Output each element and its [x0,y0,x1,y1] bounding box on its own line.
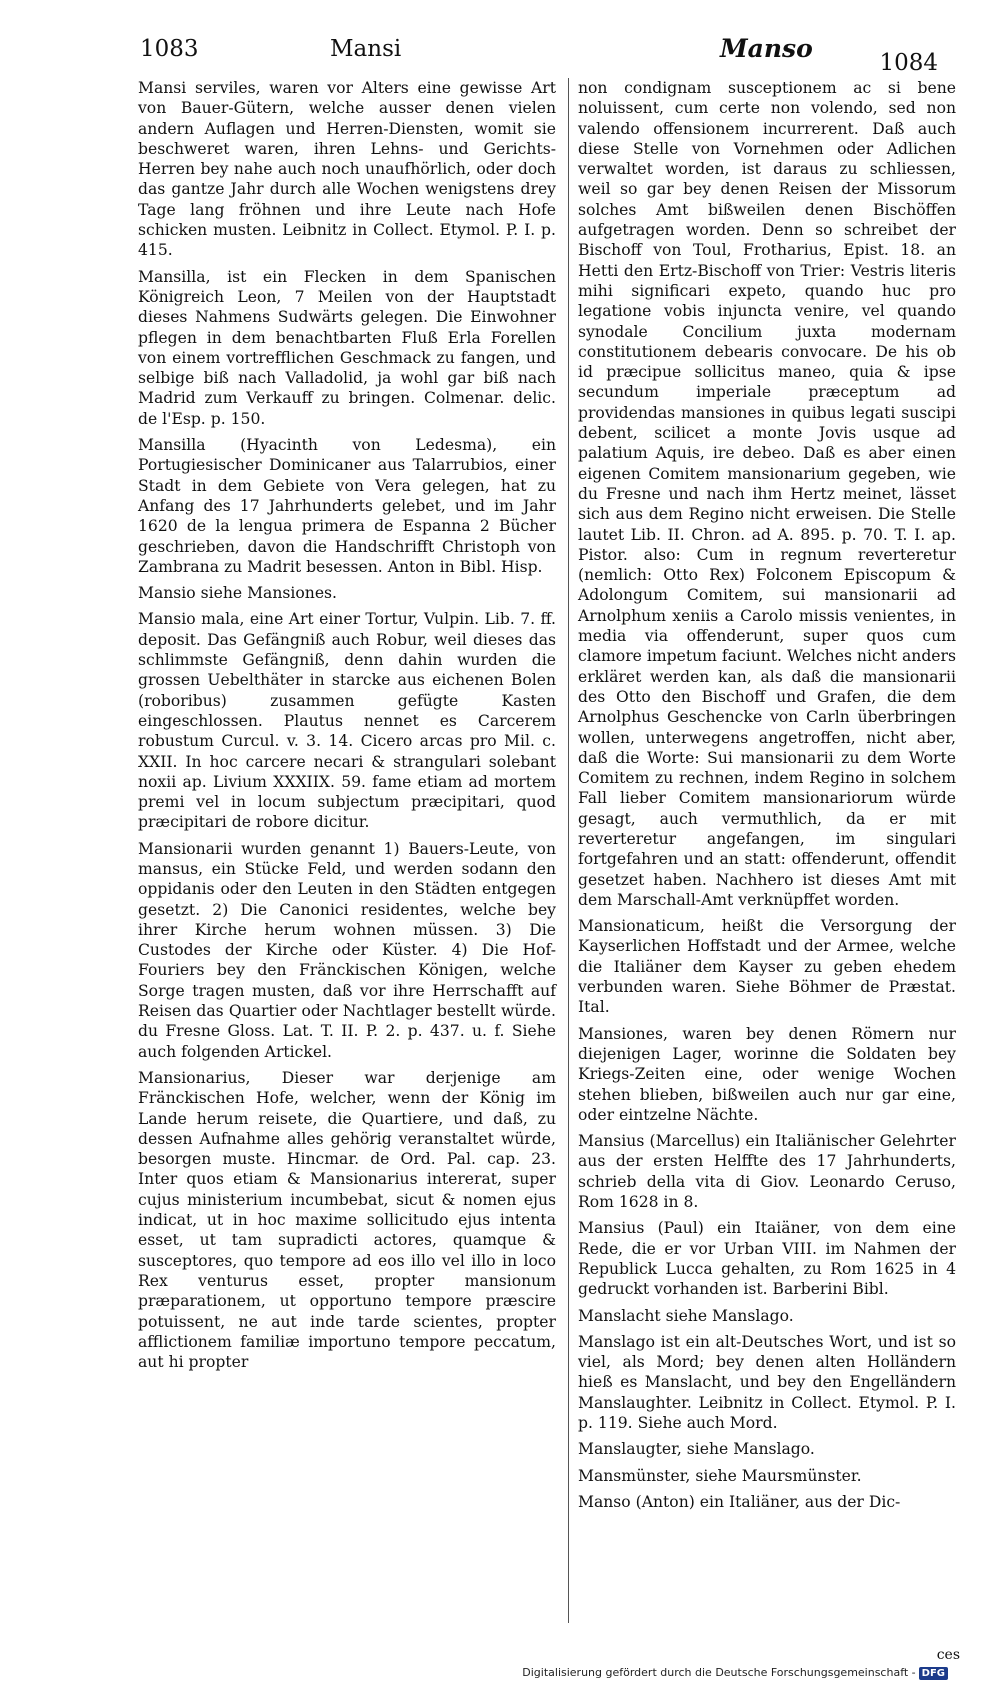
entry-mansiones: Mansiones, waren bey denen Römern nur diejenigen Lager, worinne die Soldaten bey Kriegs-Zeiten eine, oder wenige Wochen stehen blieben, bißweilen auch nur gar eine, oder eintzelne Nächte. [578,1024,956,1124]
entry-manslaugter: Manslaugter, siehe Manslago. [578,1440,815,1459]
entry-mansionarii: Mansionarii wurden genannt 1) Bauers-Leute, von mansus, ein Stücke Feld, und werden sodann den oppidanis oder den Leuten in den Städten entgegen gesetzt. 2) Die Canonici residentes, welche bey ihrer Kirche herum wohnen müssen. 3) Die Custodes der Kirche oder Küster. 4) Die Hof-Fouriers bey den Fränckischen Königen, welche Sorge tragen musten, daß vor ihre Herrschafft auf Reisen das Quartier oder Nachtlager bestellt würde. du Fresne Gloss. Lat. T. II. P. 2. p. 437. u. f. Siehe auch folgenden Artickel. [138,839,556,1061]
entry-mansilla-hyacinth: Mansilla (Hyacinth von Ledesma), ein Portugiesischer Dominicaner aus Talarrubios, einer Stadt in dem Gebiete von Vera gelegen, hat zu Anfang des 17 Jahrhunderts gelebet, und im Jahr 1620 de la lengua primera de Espanna 2 Bücher geschrieben, davon die Handschrifft Christoph von Zambrana zu Madrit besessen. Anton in Bibl. Hisp. [138,436,556,576]
entry-mansionarius: Mansionarius, Dieser war derjenige am Fränckischen Hofe, welcher, wenn der König im Lande herum reisete, die Quartiere, und daß, zu dessen Aufnahme alles gehörig veranstaltet würde, besorgen muste. Hincmar. de Ord. Pal. cap. 23. Inter quos etiam & Mansionarius intererat, super cujus ministerium incumbebat, sicut & nomen ejus indicat, ut in hoc maxime sollicitudo ejus intenta esset, ut tam supradicti actores, quamque & susceptores, quo tempore ad eos illo vel illo in loco Rex venturus esset, propter mansionum præparationem, ut opportuno tempore præscire potuissent, ne aut inde tarde scientes, propter afflictionem familiæ importuno tempore peccatum, aut hi propter [138,1068,556,1372]
entry-mansius-paul: Mansius (Paul) ein Itaiäner, von dem eine Rede, die er vor Urban VIII. im Nahmen der Republick Lucca gehalten, zu Rom 1625 in 4 gedruckt vorhanden ist. Barberini Bibl. [578,1219,956,1299]
left-column [138,78,556,1378]
entry-mansionarius-continued: non condignam susceptionem ac si bene noluissent, cum certe non volendo, sed non valendo offensionem incurrerent. Daß auch diese Stelle von Vornehmen oder Adlichen verwaltet worden, ist daraus zu schliessen, weil so gar bey denen Reisen der Missorum solches Amt bißweilen denen Bischöffen aufgetragen worden. Denn so schreibet der Bischoff von Toul, Frotharius, Epist. 18. an Hetti den Ertz-Bischoff von Trier: Vestris literis mihi significari expeto, quando huc pro legatione vobis injuncta venire, vel quando synodale Concilium juxta modernam constitutionem debearis convocare. De his ob id præcipue sollicitus maneo, quia & ipse secundum imperiale præceptum ad providendas mansiones in quibus legati suscipi debent, scilicet a monte Jovis usque ad palatium Aquis, ire debeo. Daß es aber einen eigenen Comitem mansionarium gegeben, wie du Fresne und nach ihm Hertz meinet, lässet sich aus dem Regino nicht erweisen. Die Stelle lautet Lib. II. Chron. ad A. 895. p. 70. T. I. ap. Pistor. also: Cum in regnum reverteretur (nemlich: Otto Rex) Folconem Episcopum & Adolongum Comitem, sui mansionarii ad Arnolphum xeniis a Carolo missis venientes, in media via offenderunt, super quos cum clamore impetum faciunt. Welches nicht anders erkläret werden kan, als daß die mansionarii des Otto den Bischoff und Grafen, die dem Arnolphus Geschencke von Carln überbringen wollen, unterwegens angetroffen, nicht aber, daß die Worte: Sui mansionarii zu dem Worte Comitem zu rechnen, indem Regino in solchem Fall lieber Comitem mansionariorum würde gesagt, auch vermuthlich, da er mit reverteretur angefangen, im singulari fortgefahren und an statt: offenderunt, offendit gesetzet haben. Nachhero ist dieses Amt mit dem Marschall-Amt verknüpffet worden. [578,79,956,909]
page-number-left: 1083 [140,36,199,62]
page-header [140,34,938,76]
entry-mansmuenster: Mansmünster, siehe Maursmünster. [578,1466,862,1485]
digitization-footer [522,1666,948,1680]
right-column [578,78,956,1518]
entry-manslago: Manslago ist ein alt-Deutsches Wort, und ist so viel, als Mord; bey denen alten Holländern hieß es Manslacht, und bey den Engelländern Manslaughter. Leibnitz in Collect. Etymol. P. I. p. 119. Siehe auch Mord. [578,1332,956,1432]
entry-manslacht: Manslacht siehe Manslago. [578,1306,794,1325]
entry-mansionaticum: Mansionaticum, heißt die Versorgung der Kayserlichen Hoffstadt und der Armee, welche die Italiäner dem Kayser zu geben ehedem verbunden waren. Siehe Böhmer de Præstat. Ital. [578,917,956,1017]
entry-mansi-serviles: Mansi serviles, waren vor Alters eine gewisse Art von Bauer-Gütern, welche ausser denen vielen andern Auflagen und Herren-Diensten, womit sie beschweret waren, ihren Lehns- und Gerichts-Herren bey nahe auch noch unaufhörlich, oder doch das gantze Jahr durch alle Wochen wenigstens drey Tage lang fröhnen und ihre Leute nach Hofe schicken musten. Leibnitz in Collect. Etymol. P. I. p. 415. [138,79,556,260]
running-head-left: Mansi [330,36,402,62]
entry-mansius-marcellus: Mansius (Marcellus) ein Italiänischer Gelehrter aus der ersten Helffte des 17 Jahrhunderts, schrieb della vita di Giov. Leonardo Ceruso, Rom 1628 in 8. [578,1132,956,1212]
entry-mansilla-place: Mansilla, ist ein Flecken in dem Spanischen Königreich Leon, 7 Meilen von der Hauptstadt dieses Nahmens Sudwärts gelegen. Die Einwohner pflegen in dem benachtbarten Fluß Erla Forellen von einem vortrefflichen Geschmack zu fangen, und selbige biß nach Valladolid, ja wohl gar biß nach Madrid zum Verkauff zu bringen. Colmenar. delic. de l'Esp. p. 150. [138,267,556,428]
entry-mansio-mala: Mansio mala, eine Art einer Tortur, Vulpin. Lib. 7. ff. deposit. Das Gefängniß auch Robur, weil dieses das schlimmste Gefängniß, denn dahin wurden die grossen Uebelthäter in starcke aus eichenen Bolen (roboribus) zusammen gefügte Kasten eingeschlossen. Plautus nennet es Carcerem robustum Curcul. v. 3. 14. Cicero arcas pro Mil. c. XXII. In hoc carcere necari & strangulari solebant noxii ap. Livium XXXIIX. 59. fame etiam ad mortem premi vel in locum subjectum præcipitari, quod præcipitari de robore dicitur. [138,610,556,832]
entry-manso-anton: Manso (Anton) ein Italiäner, aus der Dic- [578,1492,901,1511]
entry-mansio: Mansio siehe Mansiones. [138,584,338,603]
page-number-right: 1084 [879,50,938,76]
catchword: ces [936,1647,960,1663]
running-head-right: Manso [720,34,813,63]
dfg-logo: DFG [919,1667,948,1680]
column-divider [568,78,569,1623]
footer-text: Digitalisierung gefördert durch die Deutsche Forschungsgemeinschaft - [522,1666,916,1679]
